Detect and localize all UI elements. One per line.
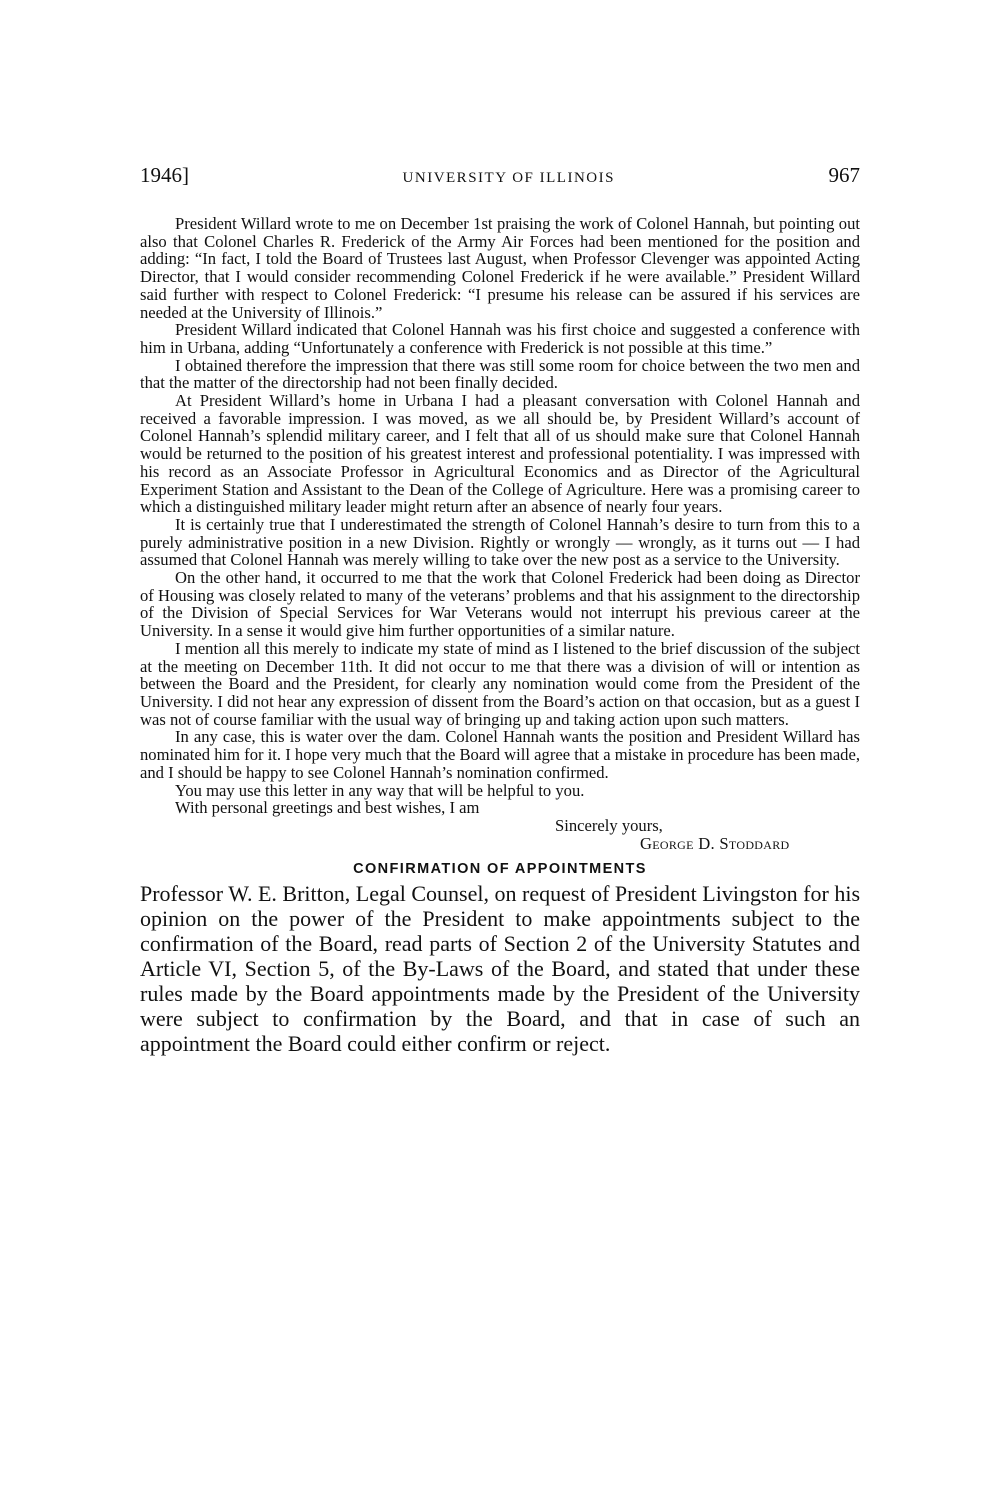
letter-paragraph: In any case, this is water over the dam. Colonel Hannah wants the position and President Willard has nominated him for it. I hope very much that the Board will agree that a mistake in procedure has been made, and I should be happy to see Colonel Hannah’s nomination confirmed.	[140, 727, 860, 782]
complimentary-close: Sincerely yours,	[555, 815, 663, 835]
letter-paragraph: President Willard wrote to me on December 1st praising the work of Colonel Hannah, but pointing out also that Colonel Charles R. Frederick of the Army Air Forces had been mentioned for the position and adding: “In fact, I told the Board of Trustees last August, when Professor Clevenger was appointed Acting Director, that I would consider recommending Colonel Frederick if he were available.” President Willard said further with respect to Colonel Frederick: “I presume his release can be assured if his services are needed at the University of Illinois.”	[140, 214, 860, 322]
running-title: UNIVERSITY OF ILLINOIS	[402, 170, 615, 186]
letter-paragraph: I mention all this merely to indicate my state of mind as I listened to the brief discussion of the subject at the meeting on December 11th. It did not occur to me that there was a division of will or intention as between the Board and the President, for clearly any nomination would come from the President of the University. I did not hear any expression of dissent from the Board’s action on that occasion, but as a guest I was not of course familiar with the usual way of bringing up and taking action upon such matters.	[140, 638, 860, 729]
letter-paragraph: It is certainly true that I underestimated the strength of Colonel Hannah’s desire to turn from this to a purely administrative position in a new Division. Rightly or wrongly — wrongly, as it turns out — I had assumed that Colonel Hannah was merely willing to take over the new post as a service to the University.	[140, 514, 860, 570]
letter-paragraph: You may use this letter in any way that will be helpful to you.	[175, 780, 585, 800]
page-number: 967	[828, 163, 860, 187]
signature-name: George D. Stoddard	[640, 833, 790, 853]
letter-paragraph: With personal greetings and best wishes, I am	[175, 798, 480, 818]
section-heading: CONFIRMATION OF APPOINTMENTS	[353, 861, 647, 878]
minutes-section	[140, 881, 860, 1056]
letter-closing	[140, 817, 860, 852]
letter-body	[140, 215, 860, 852]
running-head	[140, 163, 860, 193]
letter-paragraph: On the other hand, it occurred to me that the work that Colonel Frederick had been doing as Director of Housing was closely related to many of the veterans’ problems and that his assignment to the directorship of the Division of Special Services for War Veterans would not interrupt his previous career at the University. In a sense it would give him further opportunities of a similar nature.	[140, 568, 860, 641]
letter-paragraph: I obtained therefore the impression that there was still some room for choice between the two men and that the matter of the directorship had not been finally decided.	[140, 355, 860, 393]
year-marker: 1946]	[140, 163, 189, 187]
letter-paragraph: At President Willard’s home in Urbana I had a pleasant conversation with Colonel Hannah and received a favorable impression. I was moved, as we all should be, by President Willard’s account of Colonel Hannah’s splendid military career, and I felt that all of us should make sure that Colonel Hannah would be returned to the position of his greatest interest and professional potentiality. I was impressed with his record as an Associate Professor in Agricultural Economics and as Director of the Agricultural Experiment Station and Assistant to the Dean of the College of Agriculture. Here was a promising career to which a distinguished military leader might return after an absence of nearly four years.	[140, 391, 860, 517]
minutes-paragraph: Professor W. E. Britton, Legal Counsel, on request of President Livingston for his opinion on the power of the President to make appointments subject to the confirmation of the Board, read parts of Section 2 of the University Statutes and Article VI, Section 5, of the By-Laws of the Board, and stated that under these rules made by the Board appointments made by the President of the University were subject to confirmation by the Board, and that in case of such an appointment the Board could either confirm or reject.	[140, 881, 860, 1057]
document-page	[140, 163, 860, 1056]
letter-paragraph: President Willard indicated that Colonel Hannah was his first choice and suggested a conference with him in Urbana, adding “Unfortunately a conference with Frederick is not possible at this time.”	[140, 320, 860, 357]
